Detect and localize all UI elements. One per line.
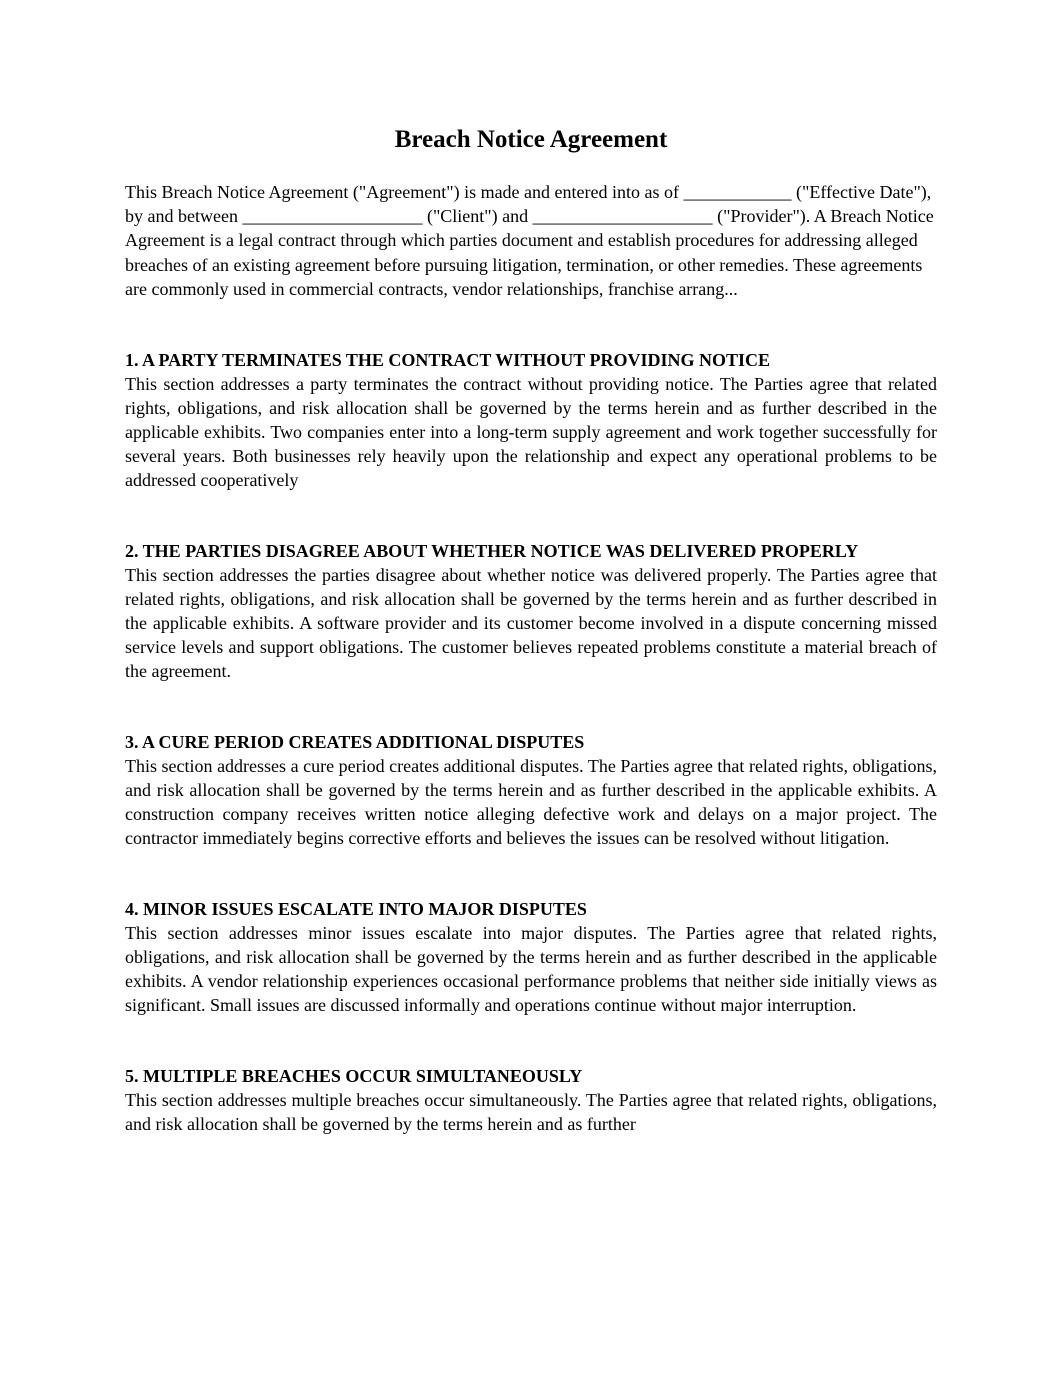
intro-paragraph: This Breach Notice Agreement ("Agreement") is made and entered into as of ____________ ("Effective Date"), by and between ____________________ ("Client") and ____________________ ("Provider"). A Breach Notice Agreement is a legal contract through which parties document and establish procedures for addressing alleged breaches of an existing agreement before pursuing litigation, termination, or other remedies. These agreements are commonly used in commercial contracts, vendor relationships, franchise arrang... [125, 182, 934, 299]
section-heading: 5. MULTIPLE BREACHES OCCUR SIMULTANEOUSLY [125, 1066, 583, 1087]
section-heading: 3. A CURE PERIOD CREATES ADDITIONAL DISPUTES [125, 732, 585, 753]
section-2 [125, 539, 937, 683]
section-body: This section addresses multiple breaches occur simultaneously. The Parties agree that related rights, obligations, and risk allocation shall be governed by the terms herein and as further [125, 1090, 937, 1135]
section-body: This section addresses a party terminates the contract without providing notice. The Parties agree that related rights, obligations, and risk allocation shall be governed by the terms herein and as further described in the applicable exhibits. Two companies enter into a long-term supply agreement and work together successfully for several years. Both businesses rely heavily upon the relationship and expect any operational problems to be addressed cooperatively [125, 374, 937, 491]
section-4 [125, 897, 937, 1017]
section-heading: 4. MINOR ISSUES ESCALATE INTO MAJOR DISPUTES [125, 899, 587, 920]
section-body: This section addresses the parties disagree about whether notice was delivered properly. The Parties agree that related rights, obligations, and risk allocation shall be governed by the terms herein and as further described in the applicable exhibits. A software provider and its customer become involved in a dispute concerning missed service levels and support obligations. The customer believes repeated problems constitute a material breach of the agreement. [125, 565, 937, 682]
section-heading: 2. THE PARTIES DISAGREE ABOUT WHETHER NOTICE WAS DELIVERED PROPERLY [125, 541, 859, 562]
section-body: This section addresses a cure period creates additional disputes. The Parties agree that related rights, obligations, and risk allocation shall be governed by the terms herein and as further described in the applicable exhibits. A construction company receives written notice alleging defective work and delays on a major project. The contractor immediately begins corrective efforts and believes the issues can be resolved without litigation. [125, 756, 937, 849]
section-1 [125, 348, 937, 492]
section-5 [125, 1064, 937, 1136]
document-page [125, 122, 937, 1136]
document-title: Breach Notice Agreement [394, 126, 668, 153]
section-body: This section addresses minor issues escalate into major disputes. The Parties agree that related rights, obligations, and risk allocation shall be governed by the terms herein and as further described in the applicable exhibits. A vendor relationship experiences occasional performance problems that neither side initially views as significant. Small issues are discussed informally and operations continue without major interruption. [125, 923, 937, 1016]
section-3 [125, 730, 937, 850]
section-heading: 1. A PARTY TERMINATES THE CONTRACT WITHOUT PROVIDING NOTICE [125, 350, 770, 371]
